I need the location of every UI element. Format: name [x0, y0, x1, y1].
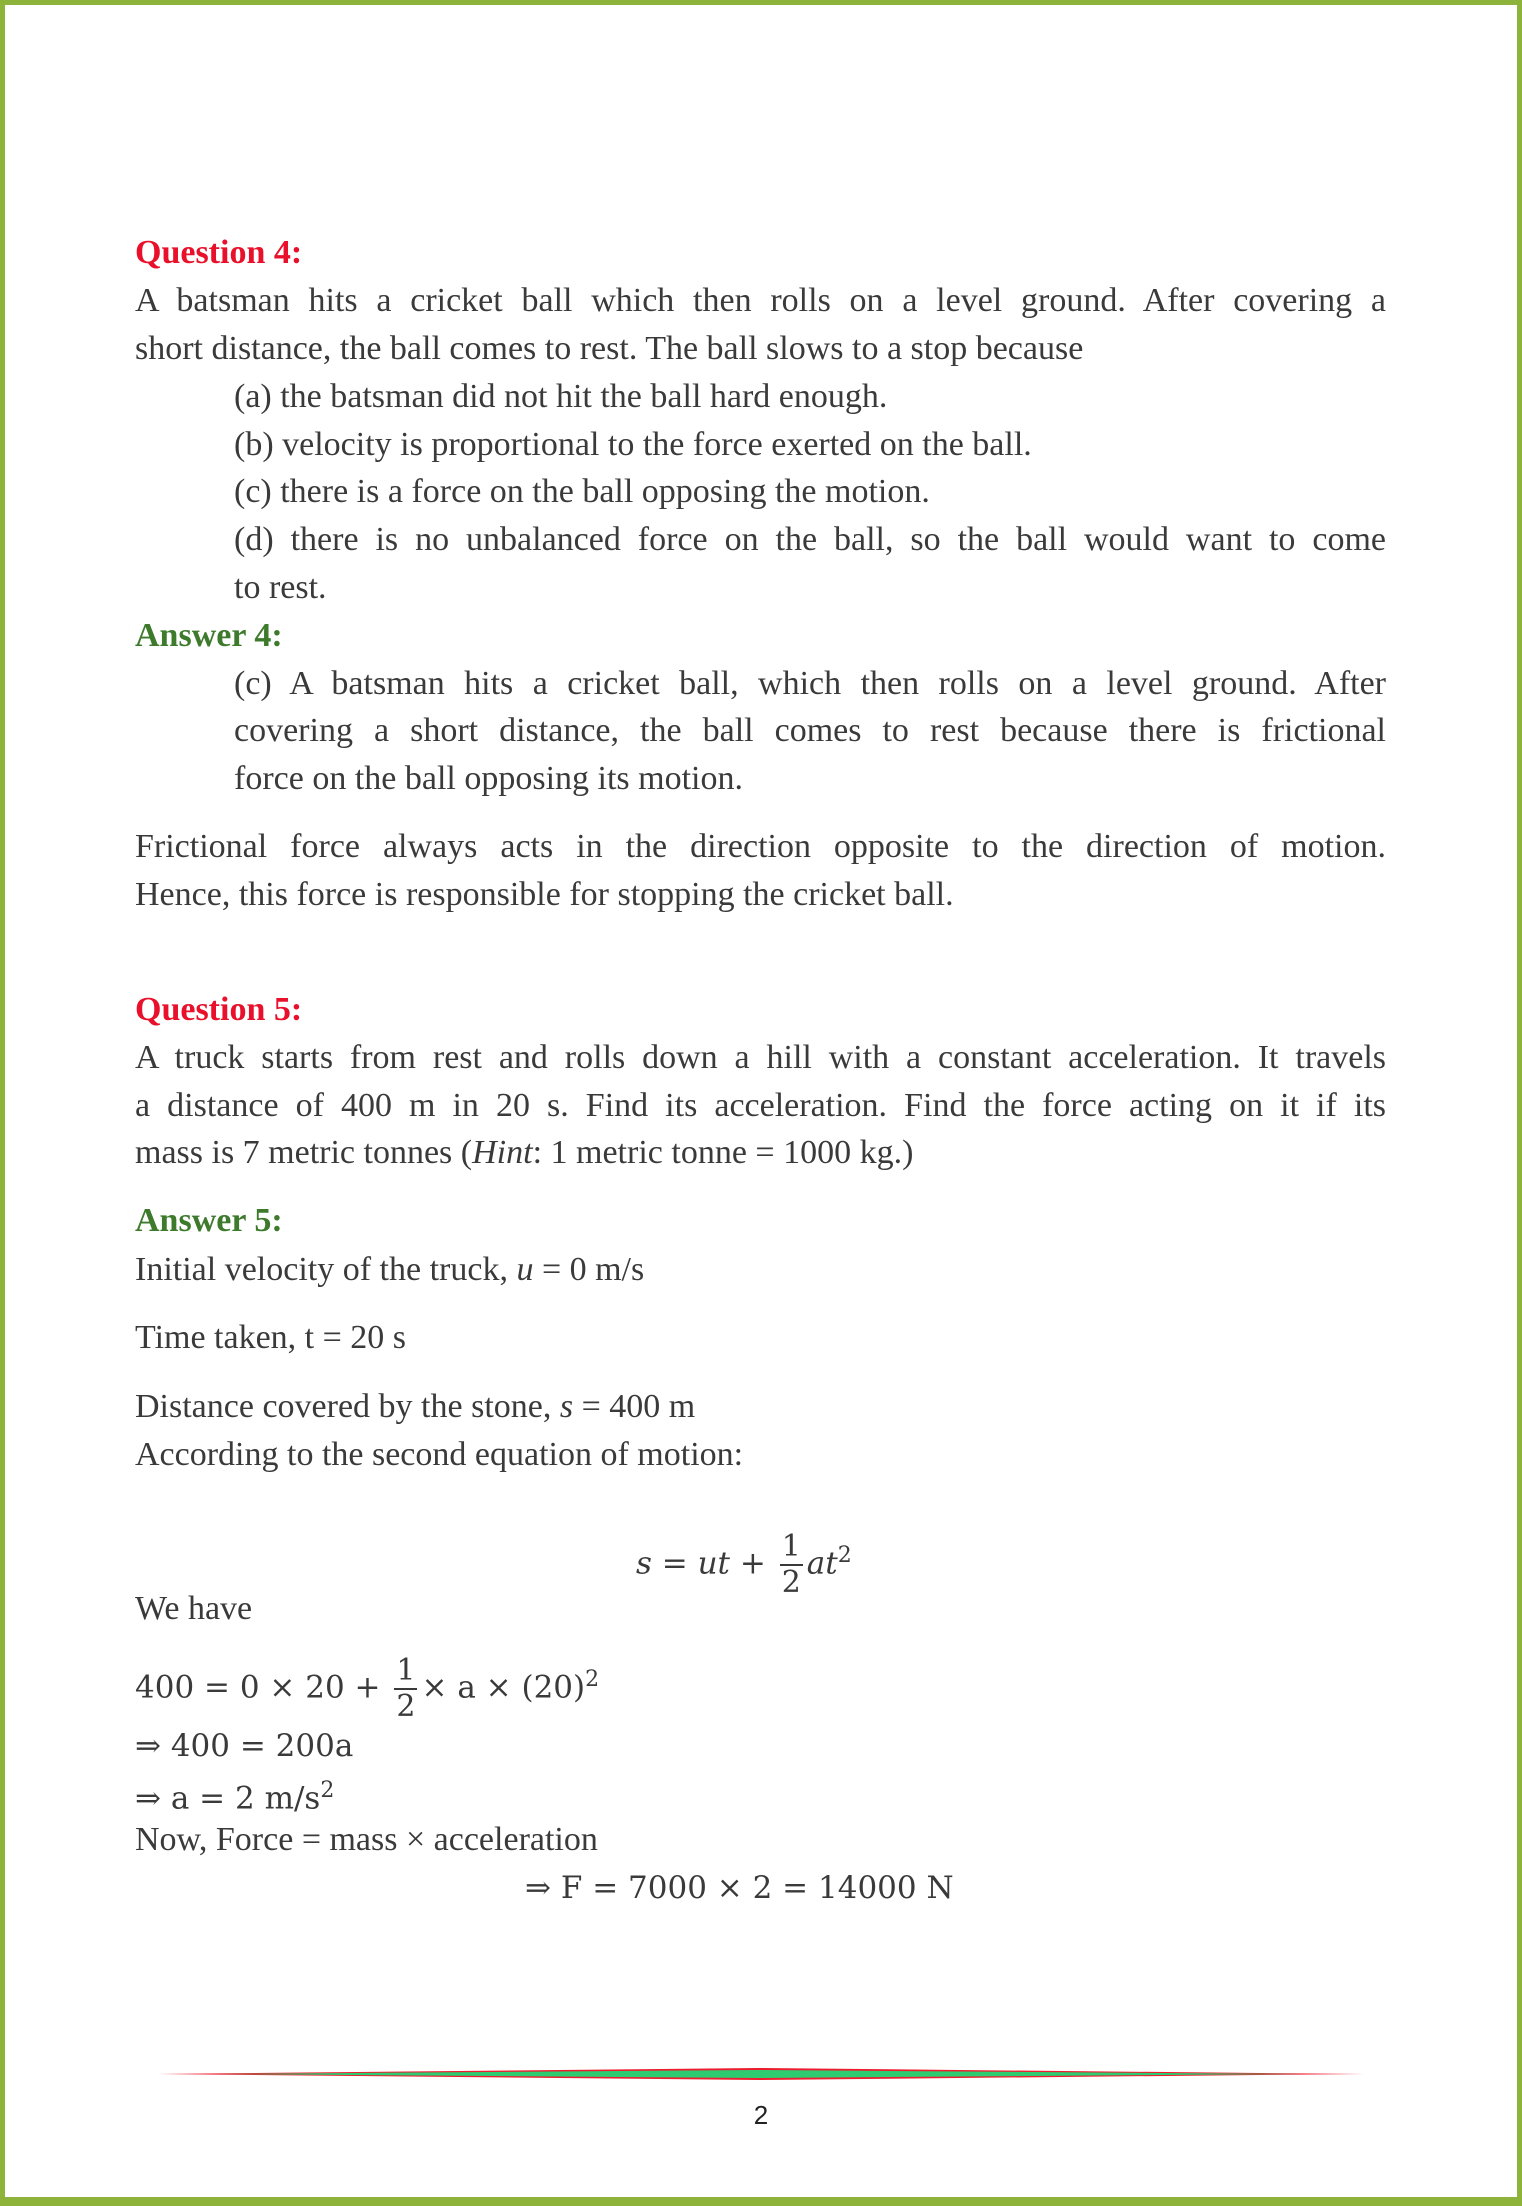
we-have: We have — [135, 1590, 253, 1627]
hint-label: Hint — [472, 1134, 533, 1171]
option-d-cont: to rest. — [234, 569, 327, 606]
equation-of-motion — [636, 1516, 852, 1600]
option-c: (c) there is a force on the ball opposing the motion. — [234, 473, 930, 510]
question-5-text — [135, 1129, 1386, 1177]
var: u — [516, 1251, 534, 1288]
exponent: 2 — [837, 1543, 852, 1568]
text: = 0 m/s — [533, 1251, 645, 1288]
text: Distance covered by the stone, — [135, 1388, 560, 1425]
text: mass is 7 metric tonnes ( — [135, 1134, 473, 1171]
option-d: (d) there is no unbalanced force on the ball, so the ball would want to come — [234, 521, 1386, 558]
eq-right: × a × (20) — [421, 1669, 586, 1706]
answer-5-heading: Answer 5: — [135, 1202, 283, 1239]
distance-covered — [135, 1383, 1386, 1431]
force-formula: Now, Force = mass × acceleration — [135, 1821, 598, 1858]
numerator: 1 — [396, 1652, 416, 1688]
question-5-heading: Question 5: — [135, 991, 303, 1028]
option-b: (b) velocity is proportional to the force exerted on the ball. — [234, 426, 1032, 463]
substitution-equation — [135, 1640, 600, 1724]
footer-divider — [158, 2068, 1364, 2080]
force-result: ⇒ F = 7000 × 2 = 14000 N — [525, 1870, 954, 1906]
fraction-half — [394, 1654, 417, 1724]
acceleration-result — [135, 1767, 1386, 1815]
exponent: 2 — [585, 1667, 600, 1692]
page-number: 2 — [753, 2100, 769, 2130]
answer-4-explanation: Hence, this force is responsible for stopping the cricket ball. — [135, 876, 954, 913]
var: s — [559, 1388, 574, 1425]
equation-intro: According to the second equation of motion: — [135, 1436, 744, 1473]
question-5-text: a distance of 400 m in 20 s. Find its acceleration. Find the force acting on it if its — [135, 1087, 1386, 1124]
answer-4-text: covering a short distance, the ball comes to rest because there is frictional — [234, 712, 1386, 749]
question-4-heading: Question 4: — [135, 234, 303, 271]
text: ⇒ a = 2 m/s — [135, 1780, 321, 1817]
question-4-text: short distance, the ball comes to rest. The ball slows to a stop because — [135, 330, 1084, 367]
initial-velocity — [135, 1246, 1386, 1294]
text: : 1 metric tonne = 1000 kg.) — [532, 1134, 914, 1171]
text: Initial velocity of the truck, — [135, 1251, 517, 1288]
answer-4-text: (c) A batsman hits a cricket ball, which then rolls on a level ground. After — [234, 665, 1386, 702]
answer-4-explanation: Frictional force always acts in the direction opposite to the direction of motion. — [135, 828, 1386, 865]
option-a: (a) the batsman did not hit the ball hard enough. — [234, 378, 888, 415]
eq-left: s = ut + — [636, 1545, 776, 1582]
answer-4-text: force on the ball opposing its motion. — [234, 760, 743, 797]
exponent: 2 — [320, 1778, 335, 1803]
eq-left: 400 = 0 × 20 + — [135, 1669, 391, 1706]
denominator: 2 — [396, 1688, 416, 1724]
question-5-text: A truck starts from rest and rolls down a hill with a constant acceleration. It travels — [135, 1039, 1386, 1076]
numerator: 1 — [781, 1528, 801, 1564]
equation-step: ⇒ 400 = 200a — [135, 1728, 354, 1764]
text: = 400 m — [573, 1388, 696, 1425]
eq-right: at — [806, 1545, 838, 1582]
time-taken: Time taken, t = 20 s — [135, 1319, 407, 1356]
denominator: 2 — [781, 1564, 801, 1600]
answer-4-heading: Answer 4: — [135, 617, 283, 654]
question-4-text: A batsman hits a cricket ball which then rolls on a level ground. After covering a — [135, 282, 1386, 319]
